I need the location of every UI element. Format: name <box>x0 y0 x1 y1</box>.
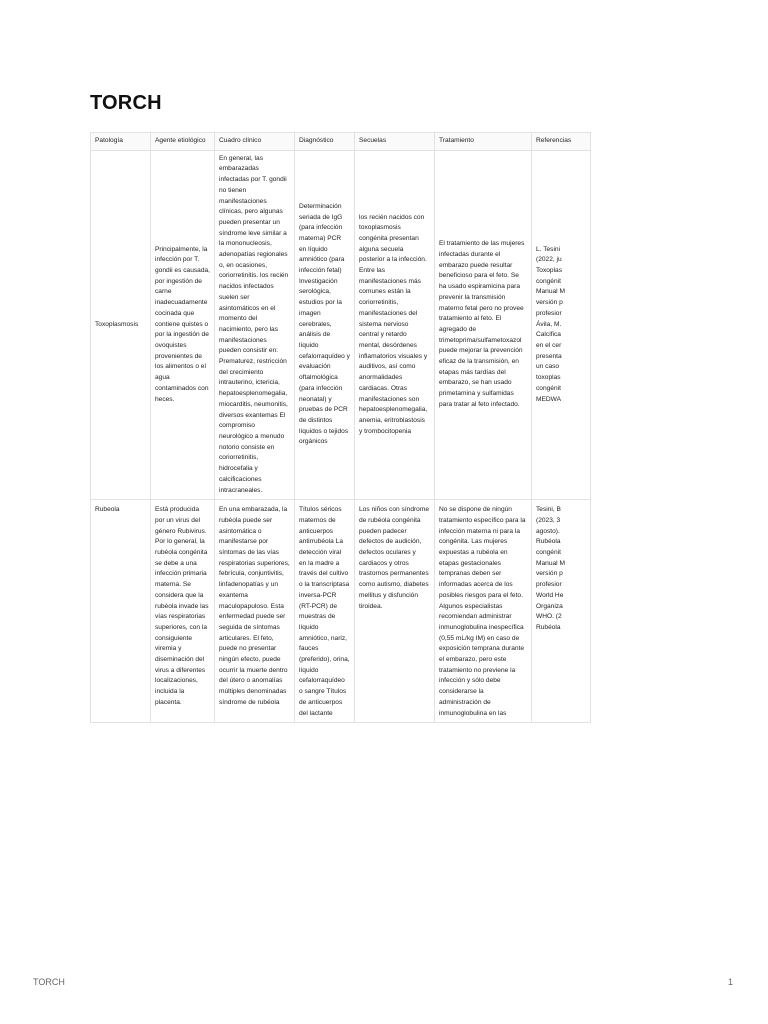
table-row <box>91 150 591 500</box>
reference-line: (2022, ju <box>536 256 562 264</box>
reference-line: agosto). <box>536 527 560 535</box>
cell-referencias <box>532 500 591 723</box>
reference-line: (2023, 3 <box>536 516 561 524</box>
reference-line: versión p <box>536 299 563 307</box>
reference-line: profesior <box>536 581 562 589</box>
reference-line: Manual M <box>536 559 565 567</box>
cell-referencias <box>532 150 591 500</box>
torch-table-container <box>90 132 572 762</box>
reference-line: Manual M <box>536 288 565 296</box>
table-header-row <box>91 133 591 151</box>
reference-line: profesior <box>536 309 562 317</box>
reference-line: Toxoplas <box>536 267 563 275</box>
cell-patologia: Toxoplasmosis <box>91 150 151 500</box>
header-cuadro-clinico: Cuadro clínico <box>215 133 295 151</box>
reference-line: Organiza <box>536 602 563 610</box>
reference-line: Rubéola <box>536 538 561 546</box>
reference-line: Rubéola <box>536 623 561 631</box>
header-tratamiento: Tratamiento <box>435 133 532 151</box>
reference-line: toxoplas <box>536 374 561 382</box>
cell-agente: Principalmente, la infección por T. gondii es causada, por ingestión de carne inadecuadamente cocinada que contiene quistes o por la ingestión de ovoquistes provenientes de los alimentos o el agua contaminados con heces. <box>151 150 215 500</box>
cell-diagnostico: Títulos séricos maternos de anticuerpos antirrubéola La detección viral en la madre a través del cultivo o la transcriptasa inversa-PCR (RT-PCR) de muestras de líquido amniótico, nariz, fauces (preferido), orina, líquido cefalorraquídeo o sangre Títulos de anticuerpos del lactante <box>295 500 355 723</box>
footer-title: TORCH <box>33 977 65 987</box>
cell-cuadro: En una embarazada, la rubéola puede ser asintomática o manifestarse por síntomas de las vías respiratorias superiores, febrícula, conjuntivitis, linfadenopatías y un exantema maculopapuloso. Esta enfermedad puede ser seguida de síntomas articulares. El feto, puede no presentar ningún efecto, puede ocurrir la muerte dentro del útero o anomalías múltiples denominadas síndrome de rubéola <box>215 500 295 723</box>
reference-line: MEDWA <box>536 395 562 403</box>
reference-line: congénit <box>536 384 561 392</box>
cell-patologia: Rubeola <box>91 500 151 723</box>
table-row <box>91 500 591 723</box>
reference-line: Ávila, M. <box>536 320 562 328</box>
reference-line: L. Tesini <box>536 245 561 253</box>
reference-line: Tesini, B <box>536 506 561 514</box>
cell-tratamiento: El tratamiento de las mujeres infectadas durante el embarazo puede resultar beneficioso para el feto. Se ha usado espiramicina para prevenir la transmisión materno fetal pero no provee tratamiento al feto. El agregado de trimetoprima/sulfametoxazol puede mejorar la prevención eficaz de la transmisión, en etapas más tardías del embarazo, se han usado primetamina y sulfamidas para tratar al feto infectado. <box>435 150 532 500</box>
reference-line: un caso <box>536 363 560 371</box>
cell-cuadro: En general, las embarazadas infectadas por T. gondii no tienen manifestaciones clínicas, pero algunas pueden presentar un síndrome leve similar a la mononucleosis, adenopatías regionales o, en ocasiones, coriorretinitis. los recién nacidos infectados suelen ser asintomáticos en el momento del nacimiento, pero las manifestaciones pueden consistir en: Prematurez, restricción del crecimiento intrauterino, ictericia, hepatoesplenomegalia, miocarditis, neumonitis, diversos exantemas El compromiso neurológico a menudo notorio consiste en coriorretinitis, hidrocefalia y calcificaciones intracraneales. <box>215 150 295 500</box>
page-number: 1 <box>728 977 734 987</box>
cell-tratamiento: No se dispone de ningún tratamiento específico para la infección materna ni para la congénita. Las mujeres expuestas a rubéola en etapas gestacionales tempranas deben ser informadas acerca de los posibles riesgos para el feto. Algunos especialistas recomiendan administrar inmunoglobulina inespecífica (0,55 mL/kg IM) en caso de exposición temprana durante el embarazo, pero este tratamiento no previene la infección y sólo debe considerarse la administración de inmunoglobulina en las <box>435 500 532 723</box>
cell-agente: Está producida por un virus del género Rubivirus. Por lo general, la rubéola congénita se debe a una infección primaria materna. Se considera que la rubéola invade las vías respiratorias superiores, con la consiguiente viremia y diseminación del virus a diferentes localizaciones, incluida la placenta. <box>151 500 215 723</box>
header-referencias: Referencias <box>532 133 591 151</box>
reference-line: en el cer <box>536 342 562 349</box>
cell-secuelas: los recién nacidos con toxoplasmosis congénita presentan alguna secuela posterior a la infección. Entre las manifestaciones más comunes están la coriorretinitis, manifestaciones del sistema nervioso central y retardo mental, desórdenes inflamatorios visuales y auditivos, así como anormalidades cardiacas. Otras manifestaciones son hepatoesplenomegalia, anemia, eritroblastosis y trombocitopenia <box>355 150 435 500</box>
reference-line: World He <box>536 591 564 599</box>
reference-line: Calcifica <box>536 331 561 339</box>
reference-line: presenta <box>536 352 562 360</box>
cell-secuelas: Los niños con síndrome de rubéola congénita pueden padecer defectos de audición, defectos oculares y cardiacos y otros trastornos permanentes como autismo, diabetes mellitus y disfunción tiroidea. <box>355 500 435 723</box>
header-secuelas: Secuelas <box>355 133 435 151</box>
cell-diagnostico: Determinación seriada de IgG (para infección materna) PCR en líquido amniótico (para infección fetal) Investigación serológica, estudios por la imagen cerebrales, análisis de líquido cefalorraquídeo y evaluación oftalmológica (para infección neonatal) y pruebas de PCR de distintos líquidos o tejidos orgánicos <box>295 150 355 500</box>
reference-line: congénit <box>536 277 561 285</box>
header-agente-etiologico: Agente etiológico <box>151 133 215 151</box>
header-diagnostico: Diagnóstico <box>295 133 355 151</box>
reference-line: congénit <box>536 549 561 557</box>
page-title: TORCH <box>90 92 162 114</box>
header-patologia: Patología <box>91 133 151 151</box>
torch-table <box>90 132 591 723</box>
reference-line: versión p <box>536 570 563 578</box>
reference-line: WHO. (2 <box>536 613 562 621</box>
